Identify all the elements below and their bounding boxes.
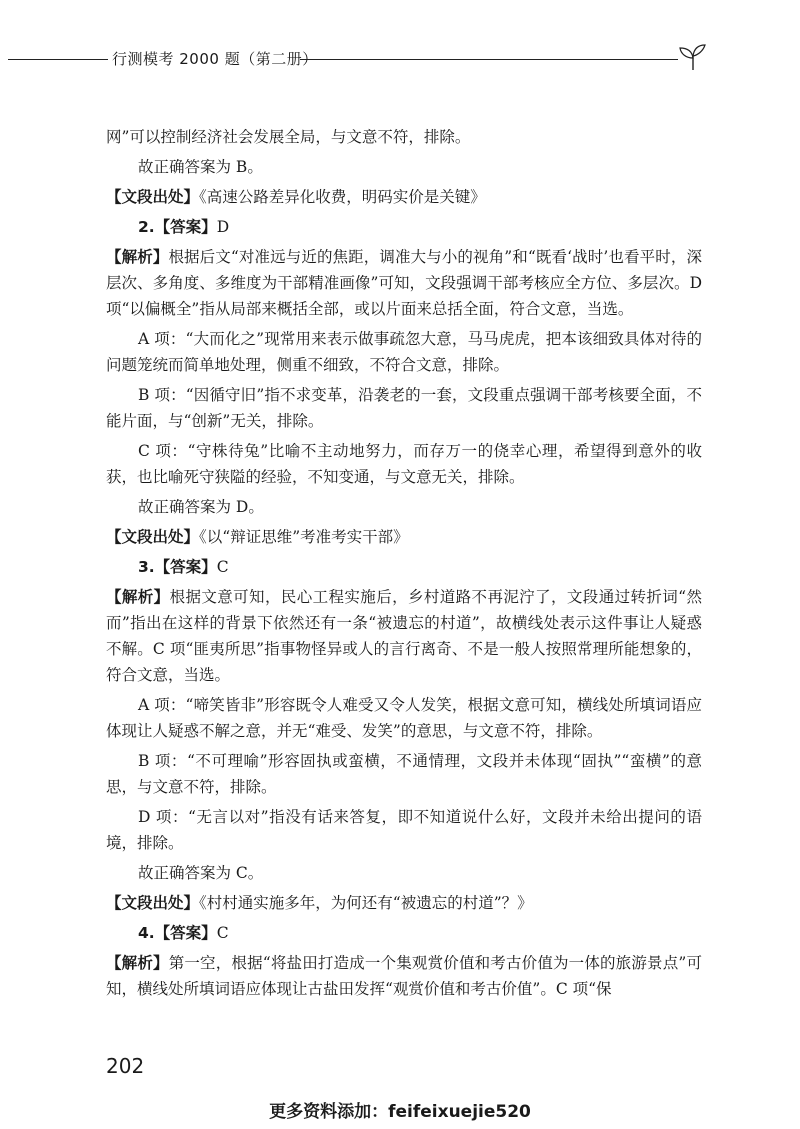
page-header (0, 42, 800, 82)
paragraph (106, 494, 702, 520)
paragraph-label: 【解析】 (106, 248, 169, 266)
paragraph-label: 【文段出处】 (106, 528, 200, 546)
paragraph-text: 网”可以控制经济社会发展全局，与文意不符，排除。 (106, 128, 471, 146)
paragraph (106, 920, 702, 946)
paragraph (106, 748, 702, 800)
paragraph (106, 382, 702, 434)
paragraph-text: C 项：“守株待兔”比喻不主动地努力，而存万一的侥幸心理，希望得到意外的收获，也比喻死守狭隘的经验，不知变通，与文意无关，排除。 (106, 442, 702, 486)
paragraph (106, 950, 702, 1002)
paragraph-text: C (216, 924, 229, 942)
paragraph (106, 438, 702, 490)
page-number: 202 (106, 1054, 145, 1078)
paragraph-text: 根据后文“对准远与近的焦距，调准大与小的视角”和“既看‘战时’也看平时，深层次、多角度、多维度为干部精准画像”可知，文段强调干部考核应全方位、多层次。D 项“以偏概全”指从局部来概括全部，或以片面来总括全面，符合文意，当选。 (106, 248, 702, 318)
paragraph (106, 584, 702, 688)
paragraph-text: A 项：“大而化之”现常用来表示做事疏忽大意，马马虎虎，把本该细致具体对待的问题笼统而简单地处理，侧重不细致，不符合文意，排除。 (106, 330, 702, 374)
paragraph-label: 【解析】 (106, 588, 170, 606)
sprout-icon (676, 42, 710, 72)
paragraph (106, 326, 702, 378)
paragraph-label: 【解析】 (106, 954, 169, 972)
header-rule-left (8, 59, 108, 60)
paragraph (106, 804, 702, 856)
paragraph-text: 故正确答案为 C。 (138, 864, 264, 882)
paragraph (106, 154, 702, 180)
paragraph (106, 860, 702, 886)
paragraph-text: 《村村通实施多年，为何还有“被遗忘的村道”？》 (199, 894, 533, 912)
paragraph (106, 692, 702, 744)
paragraph (106, 554, 702, 580)
paragraph (106, 524, 702, 550)
paragraph-text: C (216, 558, 229, 576)
paragraph-text: B 项：“因循守旧”指不求变革，沿袭老的一套，文段重点强调干部考核要全面，不能片面，与“创新”无关，排除。 (106, 386, 702, 430)
paragraph-text: 根据文意可知，民心工程实施后，乡村道路不再泥泞了，文段通过转折词“然而”指出在这样的背景下依然还有一条“被遗忘的村道”，故横线处表示这件事让人疑惑不解。C 项“匪夷所思”指事物怪异或人的言行离奇、不是一般人按照常理所能想象的，符合文意，当选。 (106, 588, 702, 684)
paragraph (106, 244, 702, 322)
paragraph-label: 【文段出处】 (106, 188, 200, 206)
paragraph (106, 214, 702, 240)
paragraph-text: 《高速公路差异化收费，明码实价是关键》 (199, 188, 486, 206)
header-rule-right (300, 59, 678, 60)
paragraph-text: D (216, 218, 230, 236)
paragraph-label: 3.【答案】 (138, 558, 217, 576)
paragraph (106, 124, 702, 150)
paragraph-text: 故正确答案为 D。 (138, 498, 264, 516)
paragraph-text: B 项：“不可理喻”形容固执或蛮横，不通情理，文段并未体现“固执”“蛮横”的意思，与文意不符，排除。 (106, 752, 702, 796)
paragraph (106, 184, 702, 210)
answer-explanations (106, 124, 702, 1006)
paragraph-text: 故正确答案为 B。 (138, 158, 263, 176)
paragraph (106, 890, 702, 916)
header-title: 行测模考 2000 题（第二册） (112, 50, 318, 68)
paragraph-text: A 项：“啼笑皆非”形容既令人难受又令人发笑，根据文意可知，横线处所填词语应体现让人疑惑不解之意，并无“难受、发笑”的意思，与文意不符，排除。 (106, 696, 702, 740)
paragraph-label: 【文段出处】 (106, 894, 200, 912)
paragraph-label: 2.【答案】 (138, 218, 217, 236)
paragraph-text: 《以“辩证思维”考准考实干部》 (199, 528, 409, 546)
paragraph-label: 4.【答案】 (138, 924, 217, 942)
watermark-contact: 更多资料添加：feifeixuejie520 (269, 1102, 531, 1122)
paragraph-text: D 项：“无言以对”指没有话来答复，即不知道说什么好，文段并未给出提问的语境，排除。 (106, 808, 702, 852)
paragraph-text: 第一空，根据“将盐田打造成一个集观赏价值和考古价值为一体的旅游景点”可知，横线处所填词语应体现让古盐田发挥“观赏价值和考古价值”。C 项“保 (106, 954, 702, 998)
